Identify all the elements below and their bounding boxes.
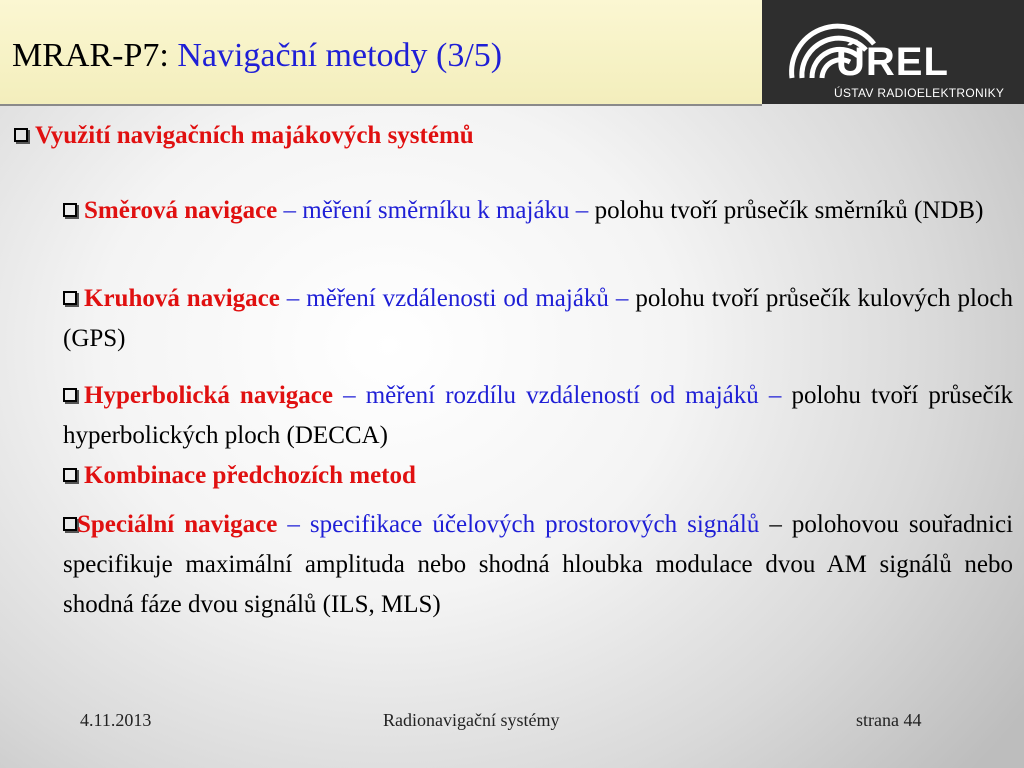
item-rest: polohu tvoří průsečík kulových ploch (GPS)	[63, 285, 1014, 352]
item-description: měření vzdálenosti od majáků –	[306, 285, 629, 312]
checkbox-bullet-icon	[14, 128, 28, 142]
footer-date: 4.11.2013	[80, 710, 152, 730]
title-divider	[0, 104, 762, 106]
section-heading-text: Využití navigačních majákových systémů	[35, 122, 474, 149]
checkbox-bullet-icon	[63, 291, 77, 305]
item-term: Kombinace předchozích metod	[84, 462, 416, 489]
item-rest: polohu tvoří průsečík hyperbolických ploch (DECCA)	[63, 382, 1014, 449]
logo-name: ÚREL	[836, 40, 949, 84]
checkbox-bullet-icon	[63, 517, 77, 531]
checkbox-bullet-icon	[63, 203, 77, 217]
item-dash: –	[283, 197, 297, 224]
footer-course: Radionavigační systémy	[383, 710, 560, 730]
title-main: Navigační metody (3/5)	[177, 37, 503, 74]
list-item	[63, 376, 1013, 456]
item-term: Kruhová navigace	[84, 285, 280, 312]
footer-page-number: strana 44	[856, 710, 922, 730]
list-item	[63, 279, 1013, 359]
item-description: měření rozdílu vzdáleností od majáků –	[365, 382, 782, 409]
item-term: Směrová navigace	[84, 197, 278, 224]
item-dash: –	[287, 511, 300, 538]
item-rest: polohu tvoří průsečík směrníků (NDB)	[594, 197, 984, 224]
logo-subtitle: ÚSTAV RADIOELEKTRONIKY	[834, 86, 1005, 100]
checkbox-bullet-icon	[63, 388, 77, 402]
institute-logo	[762, 0, 1024, 104]
list-item	[63, 505, 1013, 625]
section-heading	[14, 120, 474, 152]
checkbox-bullet-icon	[63, 468, 77, 482]
item-term: Speciální navigace	[77, 511, 278, 538]
item-description: specifikace účelových prostorových signálů	[309, 511, 760, 538]
slide-title	[12, 36, 502, 76]
item-dash: –	[343, 382, 356, 409]
list-item	[63, 191, 1013, 231]
item-rest: – polohovou souřadnici specifikuje maximální amplituda nebo shodná hloubka modulace dvou AM signálů nebo shodná fáze dvou signálů (ILS, MLS)	[63, 511, 1014, 618]
item-dash: –	[286, 285, 300, 312]
title-prefix: MRAR-P7:	[12, 37, 169, 74]
item-term: Hyperbolická navigace	[84, 382, 333, 409]
item-description: měření směrníku k majáku –	[302, 197, 589, 224]
list-item	[63, 456, 1013, 496]
